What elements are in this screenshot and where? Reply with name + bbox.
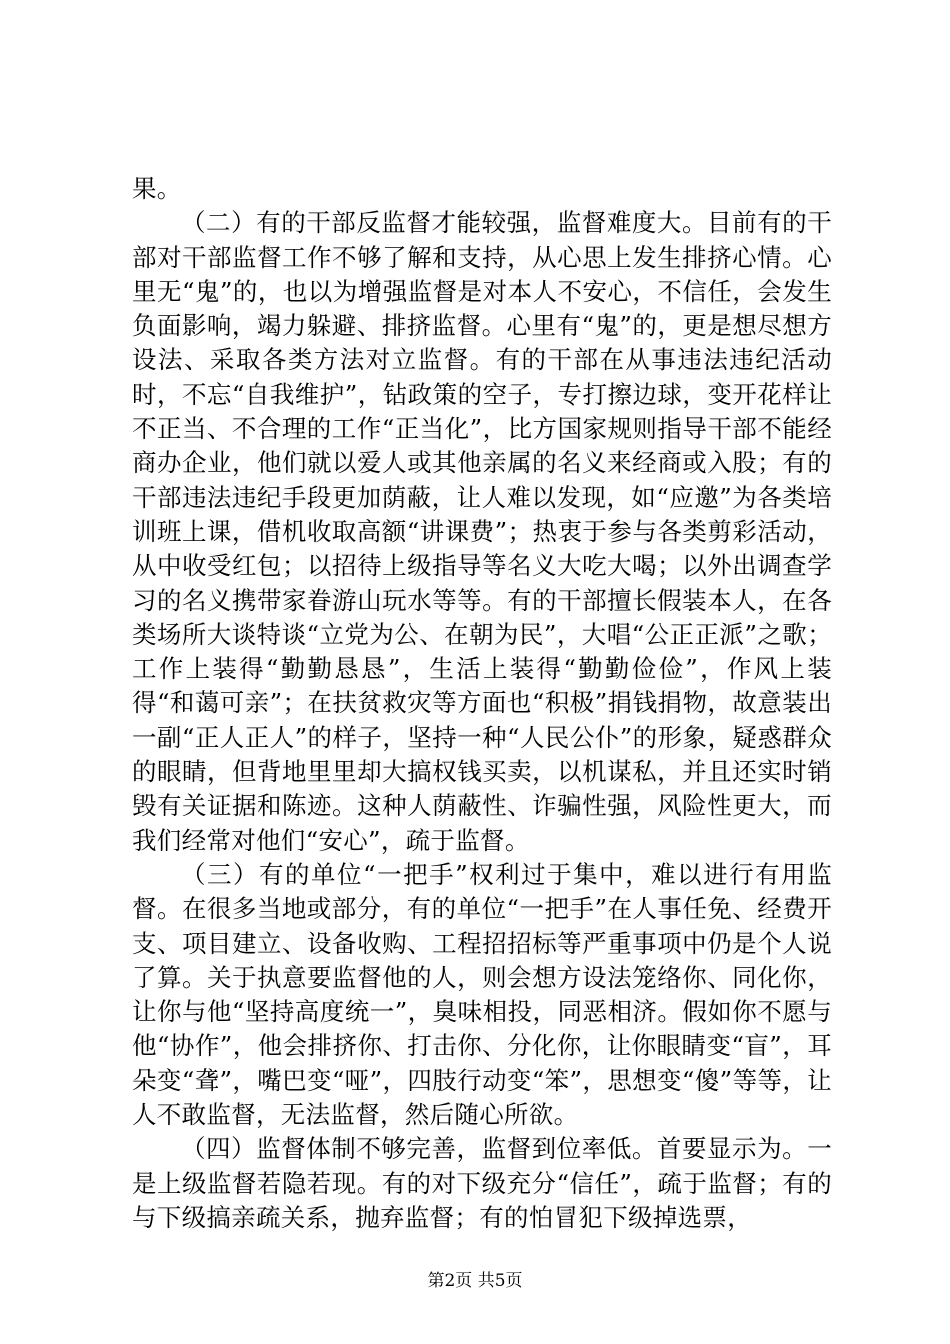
document-body xyxy=(132,172,832,1235)
page-number-footer: 第2页 共5页 xyxy=(427,1271,523,1291)
paragraph-section-3: （三）有的单位“一把手”权利过于集中，难以进行有用监督。在很多当地或部分，有的单位“一把手”在人事任免、经费开支、项目建立、设备收购、工程招招标等严重事项中仍是个人说了算。关于执意要监督他的人，则会想方设法笼络你、同化你，让你与他“坚持高度统一”，臭味相投，同恶相济。假如你不愿与他“协作”，他会排挤你、打击你、分化你，让你眼睛变“盲”，耳朵变“聋”，嘴巴变“哑”，四肢行动变“笨”，思想变“傻”等等，让人不敢监督，无法监督，然后随心所欲。 xyxy=(132,859,832,1130)
paragraph-section-2: （二）有的干部反监督才能较强，监督难度大。目前有的干部对干部监督工作不够了解和支持，从心思上发生排挤心情。心里无“鬼”的，也以为增强监督是对本人不安心，不信任，会发生负面影响，竭力躲避、排挤监督。心里有“鬼”的，更是想尽想方设法、采取各类方法对立监督。有的干部在从事违法违纪活动时，不忘“自我维护”，钻政策的空子，专打擦边球，变开花样让不正当、不合理的工作“正当化”，比方国家规则指导干部不能经商办企业，他们就以爱人或其他亲属的名义来经商或入股；有的干部违法违纪手段更加荫蔽，让人难以发现，如“应邀”为各类培训班上课，借机收取高额“讲课费”；热衷于参与各类剪彩活动，从中收受红包；以招待上级指导等名义大吃大喝；以外出调查学习的名义携带家眷游山玩水等等。有的干部擅长假装本人，在各类场所大谈特谈“立党为公、在朝为民”，大唱“公正正派”之歌；工作上装得“勤勤恳恳”，生活上装得“勤勤俭俭”，作风上装得“和蔼可亲”；在扶贫救灾等方面也“积极”捐钱捐物，故意装出一副“正人正人”的样子，坚持一种“人民公仆”的形象，疑惑群众的眼睛，但背地里里却大搞权钱买卖，以机谋私，并且还实时销毁有关证据和陈迹。这种人荫蔽性、诈骗性强，风险性更大，而我们经常对他们“安心”，疏于监督。 xyxy=(132,208,832,855)
paragraph-continuation: 果。 xyxy=(132,174,182,203)
paragraph-section-4: （四）监督体制不够完善，监督到位率低。首要显示为。一是上级监督若隐若现。有的对下级充分“信任”，疏于监督；有的与下级搞亲疏关系，抛弃监督；有的怕冒犯下级掉选票， xyxy=(132,1134,832,1232)
